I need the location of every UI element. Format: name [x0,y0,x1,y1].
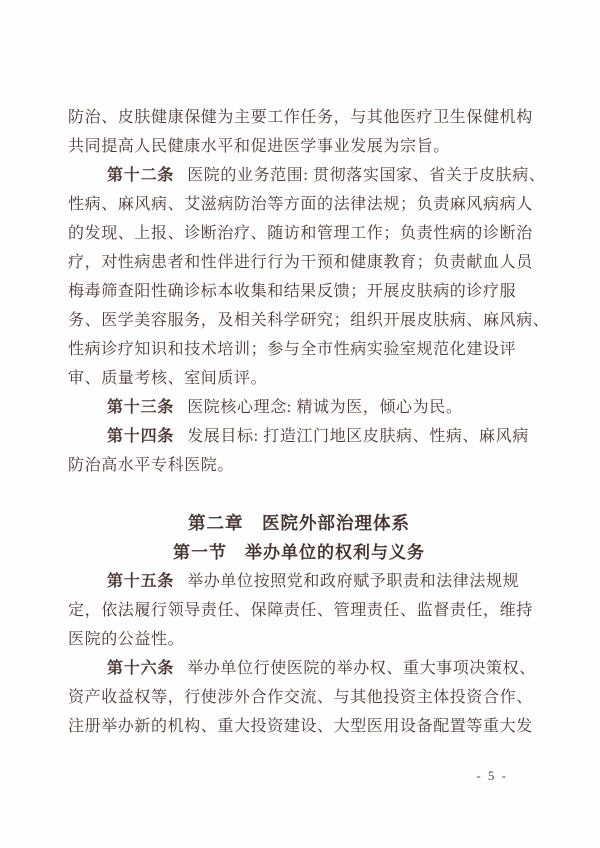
text-line: 医院的公益性。 [68,631,185,648]
article-12-label: 第十二条 [107,167,175,184]
article-12-line [68,161,546,190]
document-body [68,103,550,741]
article-15-label: 第十五条 [107,573,175,590]
text-line: 性病诊疗知识和技术培训；参与全市性病实验室规范化建设评 [68,341,517,358]
article-14-line [68,422,530,451]
chapter-heading: 第二章 医院外部治理体系 [188,513,410,533]
article-16-label: 第十六条 [107,660,175,677]
article-13-label: 第十三条 [107,399,175,416]
text-line: 防治高水平专科医院。 [68,457,235,474]
text-line: 的发现、上报、诊断治疗、随访和管理工作；负责性病的诊断治 [68,225,533,242]
text-line: 审、质量考核、室间质评。 [68,370,268,387]
text-line: 共同提高人民健康水平和促进医学事业发展为宗旨。 [68,138,450,155]
article-15-line [68,567,530,596]
article-16-line [68,654,536,683]
text-line: 疗，对性病患者和性伴进行行为干预和健康教育；负责献血人员 [68,254,533,271]
section-heading: 第一节 举办单位的权利与义务 [173,543,425,562]
text-line: 性病、麻风病、艾滋病防治等方面的法律法规；负责麻风病病人 [68,196,533,213]
article-16-text: 举办单位行使医院的举办权、重大事项决策权、 [187,660,536,677]
page-number: - 5 - [476,768,508,783]
article-14-label: 第十四条 [107,428,175,445]
text-line: 注册举办新的机构、重大投资建设、大型医用设备配置等重大发 [68,718,533,735]
article-13-line [68,393,530,422]
blank-line [68,480,530,509]
text-line: 防治、皮肤健康保健为主要工作任务，与其他医疗卫生保健机构 [68,109,533,126]
text-line: 务、医学美容服务，及相关科学研究；组织开展皮肤病、麻风病、 [68,312,550,329]
text-line: 资产收益权等，行使涉外合作交流、与其他投资主体投资合作、 [68,689,533,706]
article-13-text: 医院核心理念: 精诚为医，倾心为民。 [187,399,463,416]
article-14-text: 发展目标: 打造江门地区皮肤病、性病、麻风病 [187,428,529,445]
text-line: 梅毒筛查阳性确诊标本收集和结果反馈；开展皮肤病的诊疗服 [68,283,517,300]
text-line: 定，依法履行领导责任、保障责任、管理责任、监督责任，维持 [68,602,533,619]
article-12-text: 医院的业务范围: 贯彻落实国家、省关于皮肤病、 [187,167,546,184]
article-15-text: 举办单位按照党和政府赋予职责和法律法规规 [187,573,520,590]
